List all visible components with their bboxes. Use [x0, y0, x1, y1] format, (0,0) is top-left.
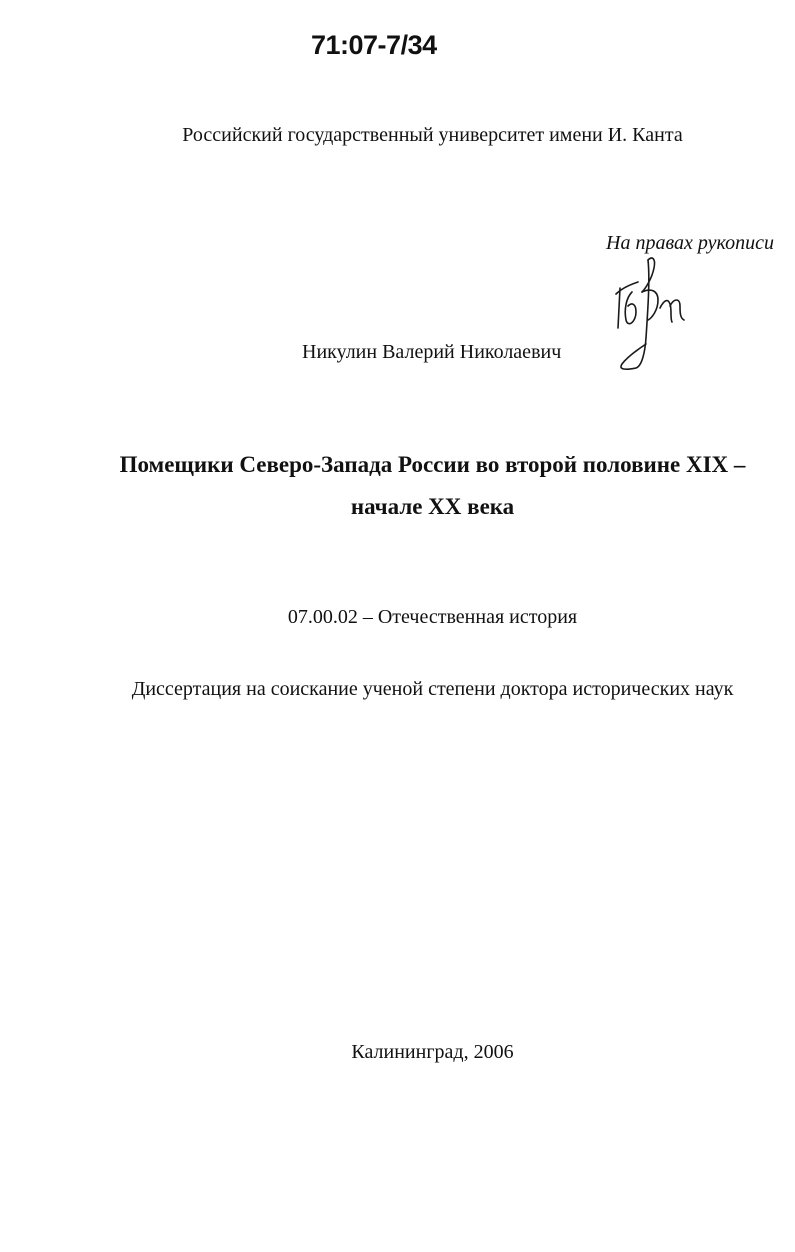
author-name: Никулин Валерий Николаевич — [302, 341, 562, 363]
specialty-code: 07.00.02 – Отечественная история — [287, 606, 578, 628]
dissertation-title-line-1: Помещики Северо-Запада России во второй половине XIX – — [119, 452, 746, 477]
dissertation-title-line-2: начале XX века — [350, 494, 515, 519]
degree-statement: Диссертация на соискание ученой степени доктора исторических наук — [131, 678, 734, 700]
university-name: Российский государственный университет имени И. Канта — [182, 124, 683, 146]
rights-note: На правах рукописи — [606, 232, 774, 254]
signature-icon — [612, 248, 692, 373]
catalog-code: 71:07-7/34 — [311, 30, 437, 60]
place-and-year: Калининград, 2006 — [351, 1041, 514, 1063]
